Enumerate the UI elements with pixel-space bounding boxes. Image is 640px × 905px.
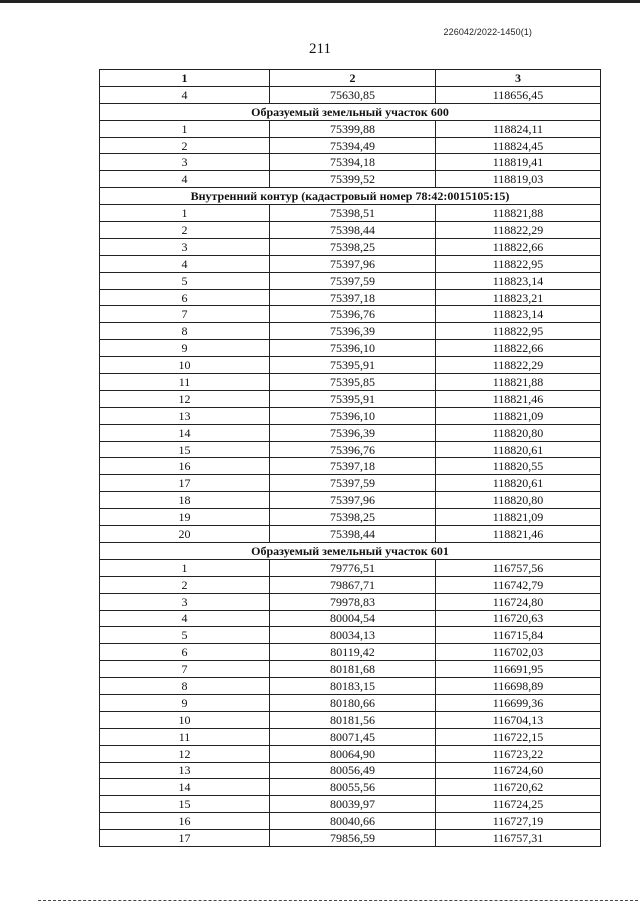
x-coordinate-cell: 75396,39 <box>270 424 436 441</box>
x-coordinate-cell: 80039,97 <box>270 796 436 813</box>
point-number-cell: 15 <box>100 441 270 458</box>
table-row <box>100 779 601 796</box>
y-coordinate-cell: 118822,95 <box>436 323 601 340</box>
point-number-cell: 14 <box>100 424 270 441</box>
y-coordinate-cell: 116723,22 <box>436 745 601 762</box>
point-number-cell: 7 <box>100 661 270 678</box>
x-coordinate-cell: 75398,51 <box>270 205 436 222</box>
point-number-cell: 10 <box>100 711 270 728</box>
table-row <box>100 458 601 475</box>
table-row <box>100 745 601 762</box>
y-coordinate-cell: 116715,84 <box>436 627 601 644</box>
table-row <box>100 272 601 289</box>
x-coordinate-cell: 75397,18 <box>270 289 436 306</box>
table-row <box>100 390 601 407</box>
top-border-line <box>0 0 640 3</box>
x-coordinate-cell: 80119,42 <box>270 644 436 661</box>
point-number-cell: 13 <box>100 762 270 779</box>
x-coordinate-cell: 75396,76 <box>270 441 436 458</box>
table-row <box>100 357 601 374</box>
x-coordinate-cell: 75399,88 <box>270 120 436 137</box>
point-number-cell: 12 <box>100 390 270 407</box>
table-row <box>100 205 601 222</box>
x-coordinate-cell: 80056,49 <box>270 762 436 779</box>
point-number-cell: 20 <box>100 526 270 543</box>
table-row <box>100 576 601 593</box>
point-number-cell: 17 <box>100 830 270 847</box>
x-coordinate-cell: 79776,51 <box>270 559 436 576</box>
y-coordinate-cell: 116720,63 <box>436 610 601 627</box>
point-number-cell: 11 <box>100 728 270 745</box>
section-title: Внутренний контур (кадастровый номер 78:42:0015105:15) <box>100 188 601 205</box>
point-number-cell: 3 <box>100 238 270 255</box>
y-coordinate-cell: 118823,14 <box>436 272 601 289</box>
x-coordinate-cell: 75397,96 <box>270 492 436 509</box>
table-row <box>100 830 601 847</box>
y-coordinate-cell: 116757,31 <box>436 830 601 847</box>
x-coordinate-cell: 80181,68 <box>270 661 436 678</box>
table-row <box>100 762 601 779</box>
y-coordinate-cell: 118822,29 <box>436 222 601 239</box>
point-number-cell: 2 <box>100 137 270 154</box>
y-coordinate-cell: 118822,29 <box>436 357 601 374</box>
x-coordinate-cell: 75397,59 <box>270 272 436 289</box>
section-header-row <box>100 542 601 559</box>
point-number-cell: 13 <box>100 407 270 424</box>
table-row <box>100 661 601 678</box>
document-id: 226042/2022-1450(1) <box>443 27 532 37</box>
x-coordinate-cell: 75398,25 <box>270 238 436 255</box>
table-row <box>100 728 601 745</box>
table-row <box>100 593 601 610</box>
x-coordinate-cell: 75396,39 <box>270 323 436 340</box>
table-row <box>100 340 601 357</box>
table-row <box>100 255 601 272</box>
header-col-1: 1 <box>100 70 270 87</box>
point-number-cell: 1 <box>100 559 270 576</box>
y-coordinate-cell: 116722,15 <box>436 728 601 745</box>
point-number-cell: 9 <box>100 340 270 357</box>
y-coordinate-cell: 118820,55 <box>436 458 601 475</box>
point-number-cell: 6 <box>100 644 270 661</box>
x-coordinate-cell: 79978,83 <box>270 593 436 610</box>
table-row <box>100 711 601 728</box>
y-coordinate-cell: 116691,95 <box>436 661 601 678</box>
point-number-cell: 2 <box>100 576 270 593</box>
point-number-cell: 12 <box>100 745 270 762</box>
table-row <box>100 289 601 306</box>
table-row <box>100 796 601 813</box>
point-number-cell: 19 <box>100 509 270 526</box>
x-coordinate-cell: 75395,91 <box>270 390 436 407</box>
y-coordinate-cell: 116724,80 <box>436 593 601 610</box>
table-row <box>100 559 601 576</box>
point-number-cell: 18 <box>100 492 270 509</box>
y-coordinate-cell: 118819,41 <box>436 154 601 171</box>
table-row <box>100 644 601 661</box>
point-number-cell: 15 <box>100 796 270 813</box>
table-row <box>100 154 601 171</box>
y-coordinate-cell: 118820,80 <box>436 492 601 509</box>
y-coordinate-cell: 116724,60 <box>436 762 601 779</box>
y-coordinate-cell: 116757,56 <box>436 559 601 576</box>
x-coordinate-cell: 80004,54 <box>270 610 436 627</box>
table-row <box>100 120 601 137</box>
y-coordinate-cell: 118820,80 <box>436 424 601 441</box>
y-coordinate-cell: 118820,61 <box>436 441 601 458</box>
y-coordinate-cell: 118820,61 <box>436 475 601 492</box>
point-number-cell: 4 <box>100 171 270 188</box>
x-coordinate-cell: 79867,71 <box>270 576 436 593</box>
x-coordinate-cell: 75395,91 <box>270 357 436 374</box>
y-coordinate-cell: 118822,66 <box>436 340 601 357</box>
y-coordinate-cell: 118821,46 <box>436 526 601 543</box>
y-coordinate-cell: 118824,45 <box>436 137 601 154</box>
table-row <box>100 306 601 323</box>
table-row <box>100 222 601 239</box>
point-number-cell: 1 <box>100 120 270 137</box>
point-number-cell: 14 <box>100 779 270 796</box>
x-coordinate-cell: 75395,85 <box>270 374 436 391</box>
x-coordinate-cell: 75397,18 <box>270 458 436 475</box>
y-coordinate-cell: 116742,79 <box>436 576 601 593</box>
x-coordinate-cell: 75394,49 <box>270 137 436 154</box>
bottom-scan-line <box>38 900 638 902</box>
x-coordinate-cell: 75398,25 <box>270 509 436 526</box>
table-row <box>100 492 601 509</box>
point-number-cell: 3 <box>100 154 270 171</box>
table-row <box>100 627 601 644</box>
y-coordinate-cell: 118823,14 <box>436 306 601 323</box>
section-header-row <box>100 103 601 120</box>
x-coordinate-cell: 80055,56 <box>270 779 436 796</box>
x-coordinate-cell: 80071,45 <box>270 728 436 745</box>
table-row <box>100 407 601 424</box>
table-row <box>100 86 601 103</box>
table-row <box>100 678 601 695</box>
y-coordinate-cell: 118822,66 <box>436 238 601 255</box>
coordinates-table <box>99 69 601 847</box>
table-row <box>100 137 601 154</box>
x-coordinate-cell: 75396,76 <box>270 306 436 323</box>
y-coordinate-cell: 116720,62 <box>436 779 601 796</box>
point-number-cell: 16 <box>100 458 270 475</box>
x-coordinate-cell: 80034,13 <box>270 627 436 644</box>
point-number-cell: 16 <box>100 813 270 830</box>
point-number-cell: 2 <box>100 222 270 239</box>
table-header-row <box>100 70 601 87</box>
x-coordinate-cell: 75394,18 <box>270 154 436 171</box>
y-coordinate-cell: 118821,09 <box>436 407 601 424</box>
section-title: Образуемый земельный участок 600 <box>100 103 601 120</box>
y-coordinate-cell: 118821,88 <box>436 205 601 222</box>
point-number-cell: 1 <box>100 205 270 222</box>
x-coordinate-cell: 80181,56 <box>270 711 436 728</box>
table-row <box>100 813 601 830</box>
y-coordinate-cell: 118819,03 <box>436 171 601 188</box>
x-coordinate-cell: 75398,44 <box>270 526 436 543</box>
point-number-cell: 5 <box>100 627 270 644</box>
y-coordinate-cell: 118656,45 <box>436 86 601 103</box>
x-coordinate-cell: 79856,59 <box>270 830 436 847</box>
y-coordinate-cell: 118821,09 <box>436 509 601 526</box>
table-row <box>100 694 601 711</box>
header-col-3: 3 <box>436 70 601 87</box>
y-coordinate-cell: 116702,03 <box>436 644 601 661</box>
x-coordinate-cell: 75399,52 <box>270 171 436 188</box>
table-row <box>100 171 601 188</box>
y-coordinate-cell: 118823,21 <box>436 289 601 306</box>
table-row <box>100 610 601 627</box>
x-coordinate-cell: 80064,90 <box>270 745 436 762</box>
point-number-cell: 7 <box>100 306 270 323</box>
y-coordinate-cell: 116727,19 <box>436 813 601 830</box>
x-coordinate-cell: 80183,15 <box>270 678 436 695</box>
y-coordinate-cell: 116698,89 <box>436 678 601 695</box>
section-title: Образуемый земельный участок 601 <box>100 542 601 559</box>
x-coordinate-cell: 75397,59 <box>270 475 436 492</box>
y-coordinate-cell: 116704,13 <box>436 711 601 728</box>
table-row <box>100 424 601 441</box>
y-coordinate-cell: 116724,25 <box>436 796 601 813</box>
x-coordinate-cell: 80180,66 <box>270 694 436 711</box>
point-number-cell: 4 <box>100 610 270 627</box>
page-number: 211 <box>309 41 331 57</box>
table-row <box>100 374 601 391</box>
y-coordinate-cell: 118821,88 <box>436 374 601 391</box>
header-col-2: 2 <box>270 70 436 87</box>
x-coordinate-cell: 75396,10 <box>270 340 436 357</box>
x-coordinate-cell: 75630,85 <box>270 86 436 103</box>
y-coordinate-cell: 118821,46 <box>436 390 601 407</box>
x-coordinate-cell: 75397,96 <box>270 255 436 272</box>
point-number-cell: 17 <box>100 475 270 492</box>
table-row <box>100 526 601 543</box>
x-coordinate-cell: 75398,44 <box>270 222 436 239</box>
point-number-cell: 4 <box>100 86 270 103</box>
point-number-cell: 5 <box>100 272 270 289</box>
table-row <box>100 238 601 255</box>
point-number-cell: 8 <box>100 678 270 695</box>
point-number-cell: 6 <box>100 289 270 306</box>
y-coordinate-cell: 118824,11 <box>436 120 601 137</box>
point-number-cell: 8 <box>100 323 270 340</box>
y-coordinate-cell: 116699,36 <box>436 694 601 711</box>
table-row <box>100 441 601 458</box>
section-header-row <box>100 188 601 205</box>
point-number-cell: 10 <box>100 357 270 374</box>
x-coordinate-cell: 80040,66 <box>270 813 436 830</box>
table-row <box>100 323 601 340</box>
x-coordinate-cell: 75396,10 <box>270 407 436 424</box>
point-number-cell: 11 <box>100 374 270 391</box>
point-number-cell: 3 <box>100 593 270 610</box>
point-number-cell: 9 <box>100 694 270 711</box>
y-coordinate-cell: 118822,95 <box>436 255 601 272</box>
table-row <box>100 475 601 492</box>
point-number-cell: 4 <box>100 255 270 272</box>
table-row <box>100 509 601 526</box>
